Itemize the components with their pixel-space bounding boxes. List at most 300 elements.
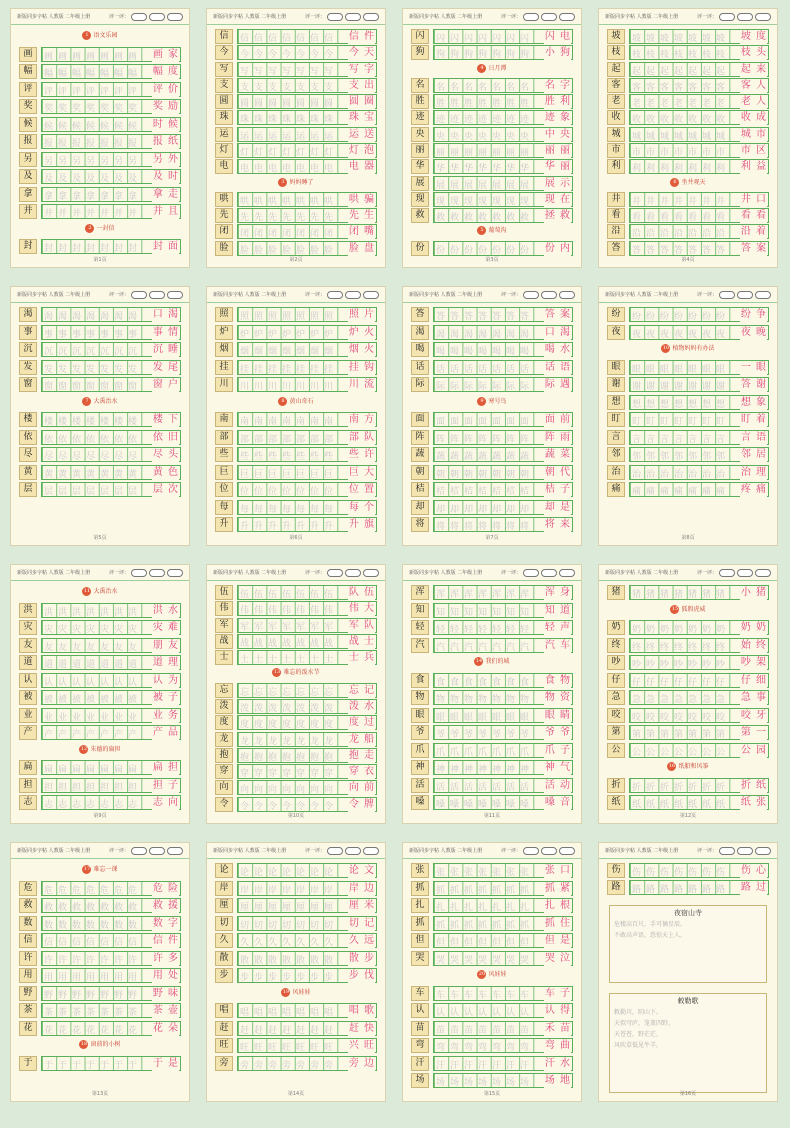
writing-grid[interactable] [433, 45, 573, 60]
writing-grid[interactable] [41, 187, 181, 202]
writing-grid[interactable] [237, 78, 377, 93]
writing-grid[interactable] [433, 881, 573, 896]
trace-characters: 纷纷纷纷纷纷纷 [632, 312, 731, 322]
writing-grid[interactable] [433, 620, 573, 635]
word-example: 论 文 [348, 865, 375, 876]
writing-grid[interactable] [41, 430, 181, 445]
writing-grid[interactable] [237, 224, 377, 239]
writing-grid[interactable] [433, 208, 573, 223]
character-card: 切 [215, 916, 233, 931]
cloud-icon [167, 847, 183, 855]
writing-grid[interactable] [237, 715, 377, 730]
writing-grid[interactable] [41, 47, 181, 62]
writing-grid[interactable] [629, 159, 769, 174]
word-example: 第 一 [740, 727, 767, 738]
trace-characters: 运运运运运运运 [240, 131, 339, 142]
header-title: 新版同步字帖 人教版 二年级上册 [605, 292, 679, 298]
trace-characters: 巨巨巨巨巨巨巨 [240, 469, 339, 480]
writing-grid[interactable] [629, 638, 769, 653]
practice-row [215, 143, 377, 158]
writing-grid[interactable] [433, 673, 573, 688]
word-example: 邻 居 [740, 449, 767, 460]
writing-grid[interactable] [41, 82, 181, 97]
writing-grid[interactable] [237, 29, 377, 44]
trace-characters: 渴渴渴渴渴渴渴 [44, 312, 143, 322]
writing-grid[interactable] [629, 620, 769, 635]
writing-grid[interactable] [237, 465, 377, 480]
writing-grid[interactable] [433, 916, 573, 931]
writing-grid[interactable] [237, 159, 377, 174]
practice-row [215, 241, 377, 256]
writing-grid[interactable] [237, 1056, 377, 1071]
writing-grid[interactable] [433, 465, 573, 480]
word-example: 切 记 [348, 917, 375, 929]
writing-grid[interactable] [41, 673, 181, 688]
word-example: 将 来 [544, 519, 571, 530]
page-number: 第10页 [287, 813, 305, 819]
writing-grid[interactable] [433, 29, 573, 44]
character-card: 抓 [411, 916, 429, 931]
practice-row [411, 760, 573, 775]
word-example: 封 面 [152, 241, 179, 252]
writing-grid[interactable] [629, 465, 769, 480]
writing-grid[interactable] [433, 482, 573, 497]
trace-characters: 爪爪爪爪爪爪爪 [436, 747, 535, 758]
writing-grid[interactable] [629, 62, 769, 77]
writing-grid[interactable] [629, 863, 769, 878]
trace-characters: 井井井井井井井 [632, 196, 731, 207]
writing-grid[interactable] [629, 94, 769, 109]
practice-row [215, 933, 377, 948]
writing-grid[interactable] [237, 62, 377, 77]
writing-grid[interactable] [433, 1056, 573, 1071]
trace-characters: 言言言言言言言 [632, 434, 731, 445]
writing-grid[interactable] [629, 29, 769, 44]
writing-grid[interactable] [41, 482, 181, 497]
writing-grid[interactable] [629, 795, 769, 810]
writing-grid[interactable] [629, 430, 769, 445]
character-card: 士 [215, 650, 233, 665]
writing-grid[interactable] [433, 1073, 573, 1088]
writing-grid[interactable] [433, 778, 573, 793]
writing-grid[interactable] [237, 241, 377, 256]
trace-characters: 画画画画画画画 [44, 51, 143, 62]
writing-grid[interactable] [41, 968, 181, 983]
writing-grid[interactable] [237, 748, 377, 763]
writing-grid[interactable] [41, 933, 181, 948]
writing-grid[interactable] [237, 1038, 377, 1053]
writing-grid[interactable] [433, 585, 573, 600]
writing-grid[interactable] [433, 708, 573, 723]
writing-grid[interactable] [237, 1003, 377, 1018]
lesson-title [403, 969, 581, 981]
writing-grid[interactable] [433, 94, 573, 109]
word-example: 电 器 [348, 161, 375, 173]
writing-grid[interactable] [433, 500, 573, 515]
practice-row [607, 127, 769, 142]
character-card: 喝 [411, 342, 429, 357]
writing-grid[interactable] [41, 169, 181, 184]
cloud-icon [345, 291, 361, 299]
writing-grid[interactable] [237, 208, 377, 223]
writing-grid[interactable] [629, 880, 769, 895]
writing-grid[interactable] [41, 655, 181, 670]
word-example: 于 是 [152, 1057, 179, 1069]
trace-characters: 哭哭哭哭哭哭哭 [436, 955, 535, 966]
writing-grid[interactable] [41, 342, 181, 357]
word-example: 哄 骗 [348, 193, 375, 205]
practice-row [215, 634, 377, 649]
writing-grid[interactable] [237, 863, 377, 878]
writing-grid[interactable] [433, 760, 573, 775]
writing-grid[interactable] [41, 465, 181, 480]
writing-grid[interactable] [433, 412, 573, 427]
writing-grid[interactable] [629, 325, 769, 340]
writing-grid[interactable] [433, 325, 573, 340]
writing-grid[interactable] [41, 307, 181, 322]
writing-grid[interactable] [629, 447, 769, 462]
writing-grid[interactable] [41, 412, 181, 427]
character-card: 沉 [19, 342, 37, 357]
word-example: 志 向 [152, 797, 179, 808]
writing-grid[interactable] [629, 395, 769, 410]
writing-grid[interactable] [237, 517, 377, 532]
writing-grid[interactable] [41, 690, 181, 705]
writing-grid[interactable] [433, 447, 573, 462]
writing-grid[interactable] [237, 360, 377, 375]
writing-grid[interactable] [237, 500, 377, 515]
writing-grid[interactable] [433, 176, 573, 191]
writing-grid[interactable] [433, 342, 573, 357]
cloud-icon [755, 291, 771, 299]
character-card: 论 [215, 863, 233, 878]
writing-grid[interactable] [433, 241, 573, 256]
writing-grid[interactable] [237, 342, 377, 357]
trace-characters: 花花花花花花花 [44, 1025, 143, 1036]
writing-grid[interactable] [629, 673, 769, 688]
practice-row [19, 325, 181, 340]
writing-grid[interactable] [629, 110, 769, 125]
writing-grid[interactable] [629, 725, 769, 740]
word-example: 泼 水 [348, 701, 375, 712]
writing-grid[interactable] [41, 447, 181, 462]
writing-grid[interactable] [41, 881, 181, 896]
character-card: 炉 [215, 325, 233, 340]
character-card: 川 [215, 377, 233, 392]
writing-grid[interactable] [433, 430, 573, 445]
writing-grid[interactable] [41, 377, 181, 392]
character-card: 渴 [411, 325, 429, 340]
practice-row [19, 725, 181, 740]
word-example: 答 案 [544, 309, 571, 320]
page-header [11, 565, 189, 581]
writing-grid[interactable] [433, 110, 573, 125]
cloud-icon [559, 569, 575, 577]
writing-grid[interactable] [237, 881, 377, 896]
practice-row [607, 690, 769, 705]
writing-grid[interactable] [629, 743, 769, 758]
writing-grid[interactable] [237, 634, 377, 649]
cloud-icon [755, 847, 771, 855]
writing-grid[interactable] [237, 898, 377, 913]
writing-grid[interactable] [41, 795, 181, 810]
writing-grid[interactable] [629, 778, 769, 793]
writing-grid[interactable] [237, 127, 377, 142]
trace-characters: 轻轻轻轻轻轻轻 [436, 625, 535, 635]
trace-characters: 川川川川川川川 [240, 382, 339, 392]
cloud-icon [523, 291, 539, 299]
writing-grid[interactable] [41, 1003, 181, 1018]
writing-grid[interactable] [433, 127, 573, 142]
rating-area [697, 847, 771, 855]
practice-row [19, 134, 181, 149]
writing-grid[interactable] [237, 951, 377, 966]
page-number: 第14页 [287, 1091, 305, 1097]
writing-grid[interactable] [41, 898, 181, 913]
practice-row [411, 863, 573, 878]
writing-grid[interactable] [41, 239, 181, 254]
writing-grid[interactable] [237, 430, 377, 445]
word-example: 位 置 [348, 484, 375, 495]
word-example: 穿 衣 [348, 766, 375, 778]
writing-grid[interactable] [433, 192, 573, 207]
practice-row [215, 517, 377, 532]
writing-grid[interactable] [433, 743, 573, 758]
character-card: 闪 [411, 29, 429, 44]
word-example: 扁 担 [152, 762, 179, 773]
worksheet-page [10, 842, 190, 1102]
writing-grid[interactable] [237, 968, 377, 983]
writing-grid[interactable] [433, 517, 573, 532]
character-card: 吵 [607, 655, 625, 670]
writing-grid[interactable] [629, 690, 769, 705]
writing-grid[interactable] [41, 1021, 181, 1036]
writing-grid[interactable] [237, 307, 377, 322]
writing-grid[interactable] [433, 1003, 573, 1018]
writing-grid[interactable] [629, 127, 769, 142]
lesson-name: 语文乐园 [93, 32, 118, 39]
practice-row [19, 447, 181, 462]
writing-grid[interactable] [237, 797, 377, 812]
practice-row [215, 62, 377, 77]
practice-row [607, 638, 769, 653]
trace-characters: 客客客客客客客 [632, 82, 731, 93]
writing-grid[interactable] [629, 360, 769, 375]
writing-grid[interactable] [237, 1021, 377, 1036]
writing-grid[interactable] [629, 208, 769, 223]
writing-grid[interactable] [41, 360, 181, 375]
writing-grid[interactable] [237, 601, 377, 616]
writing-grid[interactable] [629, 482, 769, 497]
writing-grid[interactable] [237, 325, 377, 340]
writing-grid[interactable] [237, 143, 377, 158]
rating-label: 评一评： [304, 14, 325, 20]
trace-characters: 沉沉沉沉沉沉沉 [44, 347, 143, 357]
writing-grid[interactable] [629, 307, 769, 322]
writing-grid[interactable] [433, 638, 573, 653]
rating-label: 评一评： [304, 292, 325, 298]
trace-characters: 胜胜胜胜胜胜胜 [436, 99, 535, 110]
writing-grid[interactable] [629, 192, 769, 207]
writing-grid[interactable] [41, 708, 181, 723]
writing-grid[interactable] [237, 780, 377, 795]
writing-grid[interactable] [41, 1056, 181, 1071]
writing-grid[interactable] [41, 152, 181, 167]
writing-grid[interactable] [237, 683, 377, 698]
worksheet-page [10, 286, 190, 546]
word-example: 令 牌 [348, 798, 375, 810]
rating-area [697, 291, 771, 299]
writing-grid[interactable] [41, 204, 181, 219]
writing-grid[interactable] [433, 159, 573, 174]
writing-grid[interactable] [41, 99, 181, 114]
writing-grid[interactable] [629, 377, 769, 392]
writing-grid[interactable] [237, 94, 377, 109]
writing-grid[interactable] [629, 241, 769, 256]
trace-characters: 咬咬咬咬咬咬咬 [632, 712, 731, 723]
character-card: 第 [607, 725, 625, 740]
writing-grid[interactable] [41, 916, 181, 931]
writing-grid[interactable] [237, 447, 377, 462]
practice-row [215, 482, 377, 497]
cloud-icon [327, 847, 343, 855]
writing-grid[interactable] [237, 933, 377, 948]
page-number: 第15页 [483, 1091, 501, 1097]
practice-row [19, 1056, 181, 1071]
writing-grid[interactable] [629, 708, 769, 723]
writing-grid[interactable] [41, 620, 181, 635]
trace-characters: 些些些些些些些 [240, 452, 339, 462]
writing-grid[interactable] [237, 916, 377, 931]
page-header [207, 565, 385, 581]
word-example: 数 字 [152, 917, 179, 929]
word-example: 夜 晚 [740, 326, 767, 338]
trace-characters: 利利利利利利利 [632, 164, 731, 175]
practice-row [215, 748, 377, 763]
writing-grid[interactable] [629, 78, 769, 93]
word-example: 战 士 [348, 635, 375, 647]
writing-grid[interactable] [433, 690, 573, 705]
writing-grid[interactable] [433, 78, 573, 93]
writing-grid[interactable] [629, 655, 769, 670]
writing-grid[interactable] [237, 412, 377, 427]
practice-row [19, 47, 181, 62]
writing-grid[interactable] [41, 778, 181, 793]
writing-grid[interactable] [41, 725, 181, 740]
trace-characters: 闪闪闪闪闪闪闪 [436, 34, 535, 44]
writing-grid[interactable] [629, 224, 769, 239]
writing-grid[interactable] [433, 1021, 573, 1036]
word-example: 度 过 [348, 717, 375, 729]
page-header [11, 843, 189, 859]
word-example: 纷 争 [740, 309, 767, 320]
character-card: 利 [607, 159, 625, 174]
writing-grid[interactable] [41, 325, 181, 340]
trace-characters: 现现现现现现现 [436, 196, 535, 207]
writing-grid[interactable] [237, 45, 377, 60]
writing-grid[interactable] [629, 585, 769, 600]
trace-characters: 市市市市市市市 [632, 148, 731, 158]
cloud-icon [719, 13, 735, 21]
writing-grid[interactable] [433, 951, 573, 966]
character-card: 拿 [19, 187, 37, 202]
cloud-icon [541, 569, 557, 577]
practice-row [607, 110, 769, 125]
writing-grid[interactable] [629, 143, 769, 158]
writing-grid[interactable] [433, 863, 573, 878]
header-title: 新版同步字帖 人教版 二年级上册 [213, 570, 287, 576]
writing-grid[interactable] [433, 377, 573, 392]
writing-grid[interactable] [41, 986, 181, 1001]
trace-characters: 伟伟伟伟伟伟伟 [240, 606, 339, 617]
cloud-icon [559, 291, 575, 299]
cloud-icon [737, 13, 753, 21]
character-card: 友 [19, 638, 37, 653]
writing-grid[interactable] [41, 951, 181, 966]
writing-grid[interactable] [237, 377, 377, 392]
character-card: 急 [607, 690, 625, 705]
trace-characters: 救救救救救救救 [436, 213, 535, 224]
writing-grid[interactable] [433, 143, 573, 158]
writing-grid[interactable] [237, 732, 377, 747]
writing-grid[interactable] [237, 650, 377, 665]
character-card: 但 [411, 933, 429, 948]
writing-grid[interactable] [433, 603, 573, 618]
writing-grid[interactable] [433, 898, 573, 913]
writing-grid[interactable] [433, 1038, 573, 1053]
writing-grid[interactable] [433, 725, 573, 740]
writing-grid[interactable] [237, 110, 377, 125]
word-example: 盯 着 [740, 414, 767, 425]
cloud-icon [737, 569, 753, 577]
writing-grid[interactable] [237, 699, 377, 714]
writing-grid[interactable] [41, 760, 181, 775]
trace-characters: 尽尽尽尽尽尽尽 [44, 452, 143, 462]
character-card: 于 [19, 1056, 37, 1071]
word-example: 抓 住 [544, 917, 571, 929]
writing-grid[interactable] [41, 134, 181, 149]
word-example: 老 人 [740, 96, 767, 108]
writing-grid[interactable] [237, 585, 377, 600]
lesson-number: 12 [80, 745, 88, 752]
writing-grid[interactable] [41, 603, 181, 618]
cloud-icon [541, 847, 557, 855]
writing-grid[interactable] [629, 412, 769, 427]
writing-grid[interactable] [237, 482, 377, 497]
writing-grid[interactable] [237, 192, 377, 207]
writing-grid[interactable] [433, 795, 573, 810]
practice-row [215, 764, 377, 779]
writing-grid[interactable] [433, 933, 573, 948]
writing-grid[interactable] [433, 307, 573, 322]
writing-grid[interactable] [41, 638, 181, 653]
character-card: 运 [215, 127, 233, 142]
writing-grid[interactable] [433, 360, 573, 375]
writing-grid[interactable] [41, 117, 181, 132]
writing-grid[interactable] [237, 618, 377, 633]
trace-characters: 痛痛痛痛痛痛痛 [632, 487, 731, 497]
word-example: 食 物 [544, 674, 571, 686]
writing-grid[interactable] [41, 64, 181, 79]
word-example: 枝 头 [740, 47, 767, 59]
writing-grid[interactable] [433, 986, 573, 1001]
lesson-title [403, 656, 581, 668]
writing-grid[interactable] [237, 764, 377, 779]
writing-grid[interactable] [629, 45, 769, 60]
character-card: 抱 [215, 748, 233, 763]
word-example: 被 子 [152, 692, 179, 703]
character-card: 数 [19, 916, 37, 931]
